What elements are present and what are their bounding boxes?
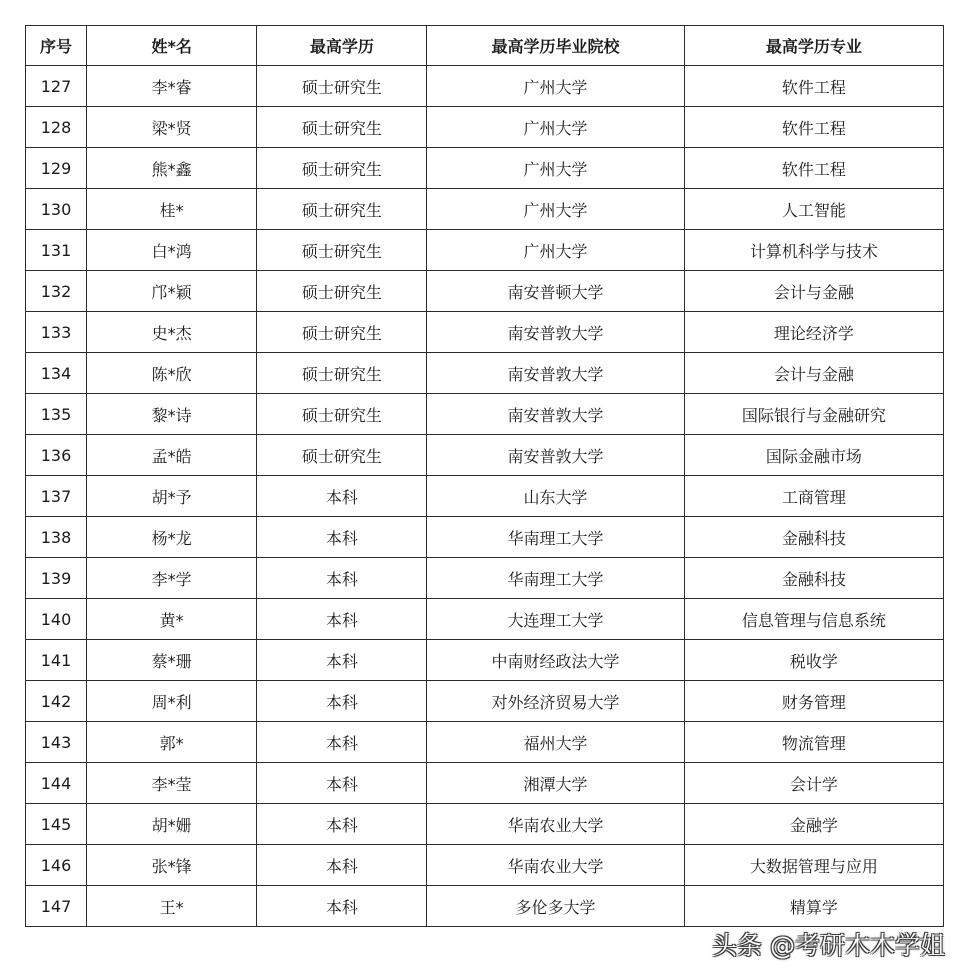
cell-school: 山东大学	[427, 476, 684, 517]
table-row	[26, 230, 944, 271]
cell-name: 史*杰	[87, 312, 257, 353]
table-row	[26, 599, 944, 640]
cell-name: 桂*	[87, 189, 257, 230]
cell-school: 华南理工大学	[427, 517, 684, 558]
cell-seq: 136	[26, 435, 87, 476]
cell-major: 税收学	[684, 640, 943, 681]
cell-seq: 127	[26, 66, 87, 107]
cell-major: 软件工程	[684, 66, 943, 107]
cell-seq: 142	[26, 681, 87, 722]
table-row	[26, 722, 944, 763]
cell-degree: 硕士研究生	[257, 66, 427, 107]
table-row	[26, 558, 944, 599]
cell-name: 胡*予	[87, 476, 257, 517]
header-degree: 最高学历	[257, 26, 427, 66]
cell-seq: 129	[26, 148, 87, 189]
cell-seq: 133	[26, 312, 87, 353]
cell-seq: 140	[26, 599, 87, 640]
table-row	[26, 107, 944, 148]
cell-major: 人工智能	[684, 189, 943, 230]
cell-name: 陈*欣	[87, 353, 257, 394]
cell-name: 郭*	[87, 722, 257, 763]
cell-seq: 135	[26, 394, 87, 435]
cell-name: 张*锋	[87, 845, 257, 886]
cell-seq: 139	[26, 558, 87, 599]
cell-school: 广州大学	[427, 148, 684, 189]
cell-major: 会计与金融	[684, 271, 943, 312]
cell-degree: 本科	[257, 599, 427, 640]
cell-degree: 硕士研究生	[257, 312, 427, 353]
cell-degree: 本科	[257, 722, 427, 763]
roster-sheet	[25, 25, 944, 927]
cell-seq: 146	[26, 845, 87, 886]
header-seq: 序号	[26, 26, 87, 66]
table-row	[26, 394, 944, 435]
cell-seq: 131	[26, 230, 87, 271]
cell-school: 南安普敦大学	[427, 353, 684, 394]
cell-school: 广州大学	[427, 107, 684, 148]
cell-degree: 本科	[257, 763, 427, 804]
table-row	[26, 640, 944, 681]
cell-degree: 本科	[257, 804, 427, 845]
cell-degree: 本科	[257, 476, 427, 517]
table-row	[26, 845, 944, 886]
table-row	[26, 476, 944, 517]
cell-major: 会计与金融	[684, 353, 943, 394]
cell-degree: 本科	[257, 681, 427, 722]
cell-seq: 144	[26, 763, 87, 804]
cell-name: 胡*姗	[87, 804, 257, 845]
cell-major: 精算学	[684, 886, 943, 927]
cell-major: 软件工程	[684, 107, 943, 148]
cell-major: 财务管理	[684, 681, 943, 722]
cell-school: 华南农业大学	[427, 804, 684, 845]
header-major: 最高学历专业	[684, 26, 943, 66]
cell-seq: 145	[26, 804, 87, 845]
table-row	[26, 763, 944, 804]
cell-major: 工商管理	[684, 476, 943, 517]
cell-seq: 134	[26, 353, 87, 394]
cell-name: 王*	[87, 886, 257, 927]
cell-major: 国际金融市场	[684, 435, 943, 476]
table-row	[26, 517, 944, 558]
cell-school: 广州大学	[427, 66, 684, 107]
cell-major: 物流管理	[684, 722, 943, 763]
cell-degree: 硕士研究生	[257, 230, 427, 271]
cell-major: 金融学	[684, 804, 943, 845]
table-row	[26, 189, 944, 230]
cell-major: 金融科技	[684, 558, 943, 599]
header-name: 姓*名	[87, 26, 257, 66]
cell-major: 会计学	[684, 763, 943, 804]
header-school: 最高学历毕业院校	[427, 26, 684, 66]
cell-major: 信息管理与信息系统	[684, 599, 943, 640]
cell-degree: 硕士研究生	[257, 271, 427, 312]
table-row	[26, 804, 944, 845]
cell-seq: 137	[26, 476, 87, 517]
watermark-text: 头条 @考研木木学姐	[712, 931, 945, 960]
cell-school: 广州大学	[427, 230, 684, 271]
cell-school: 华南理工大学	[427, 558, 684, 599]
cell-name: 邝*颖	[87, 271, 257, 312]
cell-degree: 硕士研究生	[257, 107, 427, 148]
header-row	[26, 26, 944, 66]
cell-school: 对外经济贸易大学	[427, 681, 684, 722]
cell-seq: 130	[26, 189, 87, 230]
cell-school: 湘潭大学	[427, 763, 684, 804]
table-row	[26, 148, 944, 189]
cell-degree: 本科	[257, 845, 427, 886]
cell-name: 周*利	[87, 681, 257, 722]
cell-name: 杨*龙	[87, 517, 257, 558]
cell-major: 软件工程	[684, 148, 943, 189]
cell-name: 黎*诗	[87, 394, 257, 435]
cell-major: 计算机科学与技术	[684, 230, 943, 271]
cell-degree: 本科	[257, 886, 427, 927]
admission-roster-table	[25, 25, 944, 927]
table-row	[26, 886, 944, 927]
cell-seq: 141	[26, 640, 87, 681]
cell-seq: 138	[26, 517, 87, 558]
cell-school: 中南财经政法大学	[427, 640, 684, 681]
cell-degree: 硕士研究生	[257, 394, 427, 435]
cell-school: 华南农业大学	[427, 845, 684, 886]
cell-degree: 本科	[257, 517, 427, 558]
table-row	[26, 681, 944, 722]
cell-school: 福州大学	[427, 722, 684, 763]
table-row	[26, 271, 944, 312]
cell-school: 南安普敦大学	[427, 435, 684, 476]
cell-name: 白*鸿	[87, 230, 257, 271]
cell-degree: 本科	[257, 558, 427, 599]
table-row	[26, 353, 944, 394]
cell-name: 李*学	[87, 558, 257, 599]
cell-degree: 硕士研究生	[257, 435, 427, 476]
cell-school: 南安普敦大学	[427, 394, 684, 435]
cell-degree: 本科	[257, 640, 427, 681]
table-row	[26, 435, 944, 476]
cell-name: 蔡*珊	[87, 640, 257, 681]
cell-seq: 132	[26, 271, 87, 312]
cell-degree: 硕士研究生	[257, 148, 427, 189]
cell-seq: 147	[26, 886, 87, 927]
cell-seq: 143	[26, 722, 87, 763]
table-row	[26, 66, 944, 107]
cell-degree: 硕士研究生	[257, 189, 427, 230]
cell-school: 南安普顿大学	[427, 271, 684, 312]
cell-name: 李*莹	[87, 763, 257, 804]
cell-name: 梁*贤	[87, 107, 257, 148]
cell-major: 理论经济学	[684, 312, 943, 353]
cell-name: 熊*鑫	[87, 148, 257, 189]
cell-seq: 128	[26, 107, 87, 148]
cell-major: 大数据管理与应用	[684, 845, 943, 886]
cell-school: 广州大学	[427, 189, 684, 230]
cell-school: 大连理工大学	[427, 599, 684, 640]
table-body	[26, 66, 944, 927]
cell-name: 黄*	[87, 599, 257, 640]
cell-degree: 硕士研究生	[257, 353, 427, 394]
cell-name: 孟*皓	[87, 435, 257, 476]
table-row	[26, 312, 944, 353]
cell-school: 南安普敦大学	[427, 312, 684, 353]
cell-school: 多伦多大学	[427, 886, 684, 927]
table-header	[26, 26, 944, 66]
cell-major: 金融科技	[684, 517, 943, 558]
cell-major: 国际银行与金融研究	[684, 394, 943, 435]
cell-name: 李*睿	[87, 66, 257, 107]
